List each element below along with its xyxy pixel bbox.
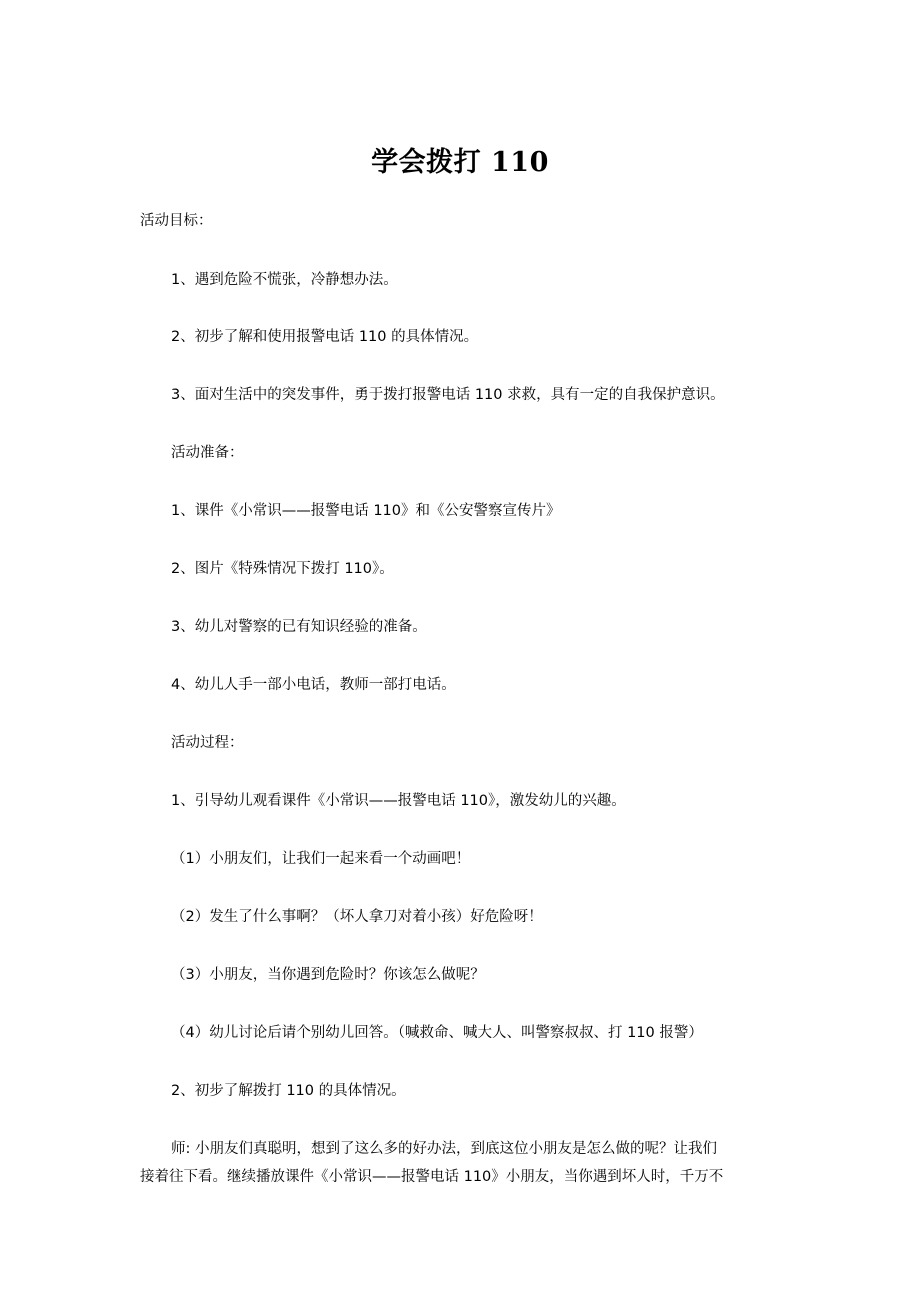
preparation-item-3: 3、幼儿对警察的已有知识经验的准备。 — [171, 619, 427, 635]
section-heading-preparation: 活动准备： — [171, 445, 244, 461]
process-substep-2: （2）发生了什么事啊？（坏人拿刀对着小孩）好危险呀！ — [171, 909, 543, 925]
process-substep-1: （1）小朋友们，让我们一起来看一个动画吧！ — [171, 851, 471, 867]
goal-item-2: 2、初步了解和使用报警电话 110 的具体情况。 — [171, 329, 479, 345]
document-title: 学会拨打 110 — [371, 147, 549, 178]
goal-item-3: 3、面对生活中的突发事件，勇于拨打报警电话 110 求救，具有一定的自我保护意识。 — [171, 387, 725, 403]
section-heading-goals: 活动目标： — [140, 213, 213, 229]
process-step-1: 1、引导幼儿观看课件《小常识——报警电话 110》，激发幼儿的兴趣。 — [171, 793, 626, 809]
goal-item-1: 1、遇到危险不慌张，冷静想办法。 — [171, 272, 398, 288]
preparation-item-1: 1、课件《小常识——报警电话 110》和《公安警察宣传片》 — [171, 503, 561, 519]
teacher-dialogue-line-2: 接着往下看。继续播放课件《小常识——报警电话 110》小朋友，当你遇到坏人时，千万不 — [140, 1169, 724, 1185]
process-step-2: 2、初步了解拨打 110 的具体情况。 — [171, 1083, 406, 1099]
process-substep-4: （4）幼儿讨论后请个别幼儿回答。（喊救命、喊大人、叫警察叔叔、打 110 报警） — [171, 1025, 703, 1041]
preparation-item-2: 2、图片《特殊情况下拨打 110》。 — [171, 561, 394, 577]
teacher-dialogue-line-1: 师: 小朋友们真聪明，想到了这么多的好办法，到底这位小朋友是怎么做的呢？让我们 — [171, 1141, 717, 1157]
process-substep-3: （3）小朋友，当你遇到危险时？你该怎么做呢？ — [171, 967, 485, 983]
preparation-item-4: 4、幼儿人手一部小电话，教师一部打电话。 — [171, 677, 456, 693]
section-heading-process: 活动过程： — [171, 735, 244, 751]
